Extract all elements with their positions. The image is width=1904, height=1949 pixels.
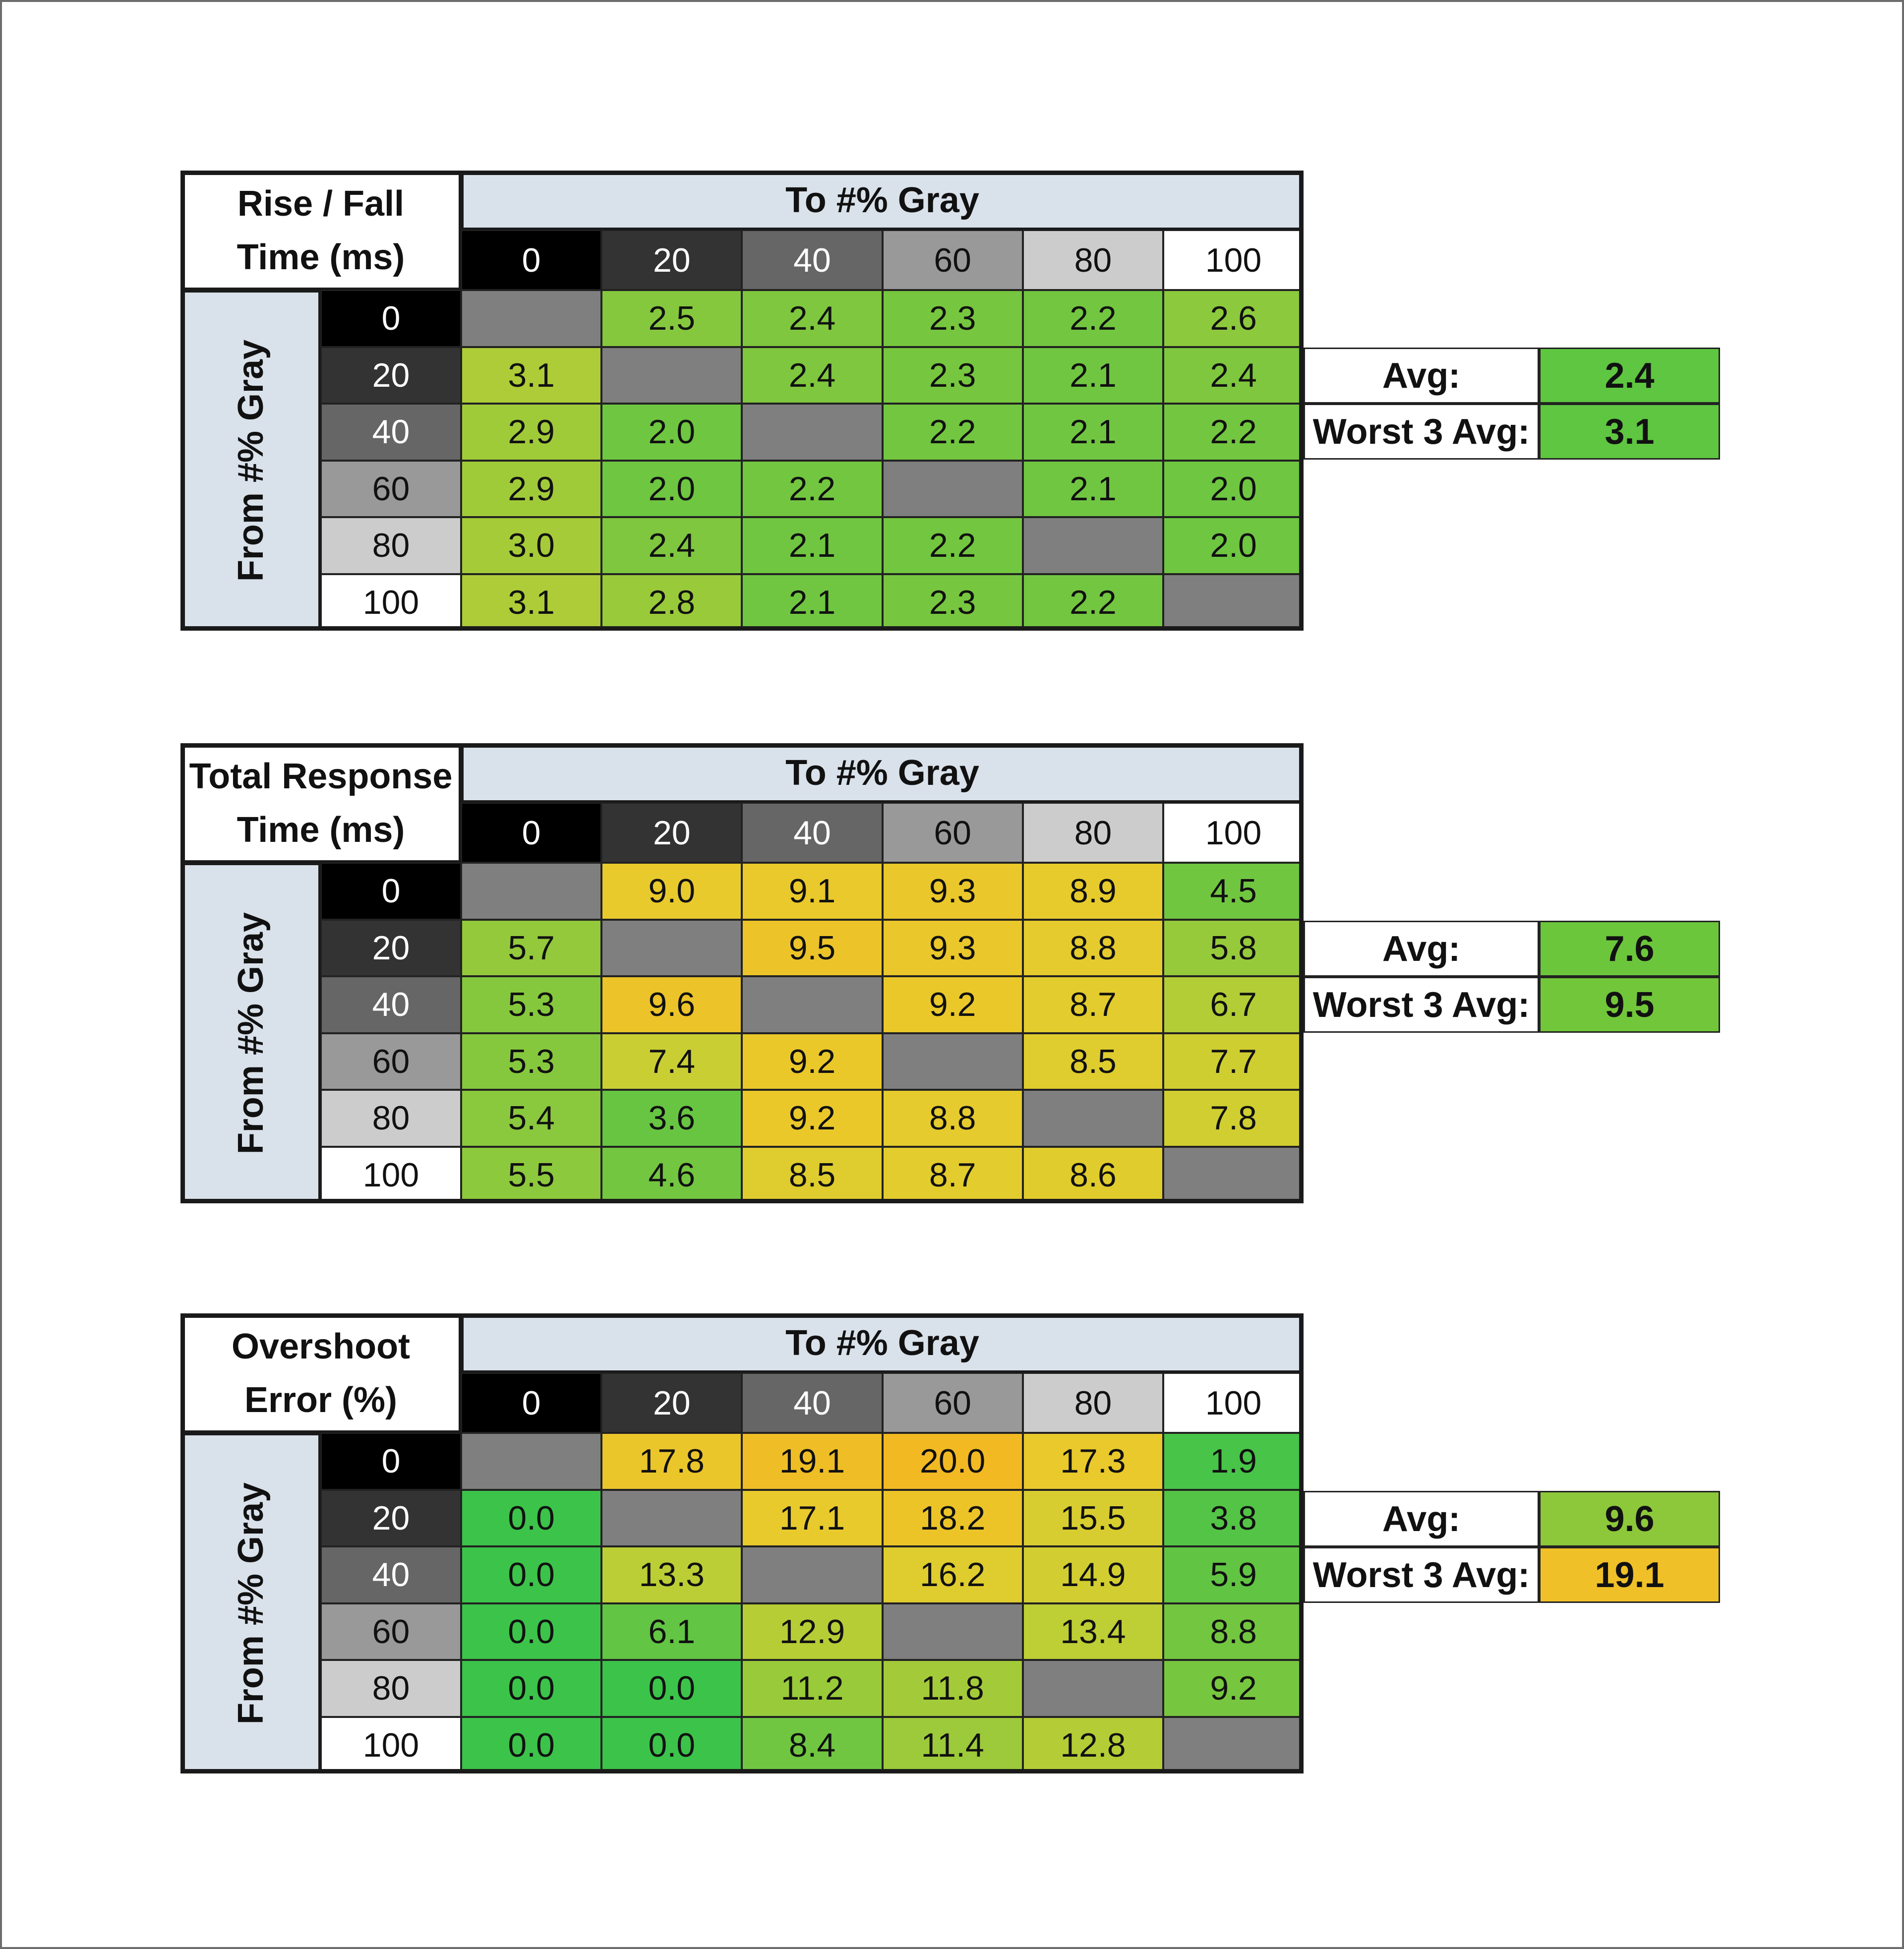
value-cell: 20.0 — [883, 1433, 1023, 1490]
to-level-80: 80 — [1023, 1373, 1163, 1433]
value-cell: 5.4 — [461, 1090, 601, 1147]
from-gray-header — [180, 1433, 321, 1773]
value-cell: 2.9 — [461, 404, 601, 461]
to-level-80: 80 — [1023, 803, 1163, 863]
value-cell: 0.0 — [461, 1490, 601, 1547]
diagonal-cell — [742, 1546, 882, 1603]
diagonal-cell — [601, 920, 742, 977]
diagonal-cell — [883, 1603, 1023, 1660]
to-gray-header: To #% Gray — [461, 171, 1304, 230]
value-cell: 8.7 — [1023, 976, 1163, 1033]
value-cell: 0.0 — [461, 1603, 601, 1660]
table-title-line-1: Total Response — [189, 756, 453, 796]
to-level-20: 20 — [601, 230, 742, 290]
value-cell: 7.8 — [1163, 1090, 1304, 1147]
value-cell: 9.5 — [742, 920, 882, 977]
from-level-100: 100 — [321, 1717, 461, 1774]
from-level-20: 20 — [321, 920, 461, 977]
value-cell: 2.1 — [1023, 404, 1163, 461]
value-cell: 2.8 — [601, 574, 742, 631]
value-cell: 8.4 — [742, 1717, 882, 1774]
value-cell: 2.2 — [1023, 574, 1163, 631]
overshoot-stats — [1304, 1491, 1720, 1603]
to-level-40: 40 — [742, 1373, 882, 1433]
diagonal-cell — [601, 347, 742, 404]
value-cell: 2.5 — [601, 290, 742, 347]
avg-value: 2.4 — [1539, 348, 1720, 404]
table-title-line-2: Time (ms) — [237, 237, 405, 277]
value-cell: 9.6 — [601, 976, 742, 1033]
value-cell: 5.5 — [461, 1147, 601, 1204]
value-cell: 0.0 — [461, 1717, 601, 1774]
value-cell: 9.2 — [1163, 1660, 1304, 1717]
value-cell: 2.0 — [1163, 517, 1304, 574]
worst-3-avg-label: Worst 3 Avg: — [1304, 977, 1539, 1033]
from-level-60: 60 — [321, 461, 461, 518]
table-title — [180, 743, 461, 863]
to-level-40: 40 — [742, 803, 882, 863]
value-cell: 7.4 — [601, 1033, 742, 1090]
from-gray-header — [180, 863, 321, 1203]
to-level-100: 100 — [1163, 1373, 1304, 1433]
table-title-line-2: Time (ms) — [237, 810, 405, 850]
value-cell: 2.2 — [1023, 290, 1163, 347]
to-level-20: 20 — [601, 1373, 742, 1433]
value-cell: 3.6 — [601, 1090, 742, 1147]
value-cell: 2.3 — [883, 290, 1023, 347]
value-cell: 0.0 — [601, 1717, 742, 1774]
worst-3-avg-label: Worst 3 Avg: — [1304, 1547, 1539, 1603]
diagonal-cell — [1023, 517, 1163, 574]
from-level-0: 0 — [321, 290, 461, 347]
value-cell: 2.4 — [742, 347, 882, 404]
diagonal-cell — [1163, 1147, 1304, 1204]
value-cell: 2.4 — [1163, 347, 1304, 404]
worst-3-avg-value: 3.1 — [1539, 404, 1720, 460]
diagonal-cell — [742, 404, 882, 461]
to-level-0: 0 — [461, 803, 601, 863]
to-level-60: 60 — [883, 803, 1023, 863]
diagonal-cell — [883, 1033, 1023, 1090]
value-cell: 14.9 — [1023, 1546, 1163, 1603]
table-title-line-2: Error (%) — [244, 1380, 398, 1420]
value-cell: 2.2 — [1163, 404, 1304, 461]
overshoot-table — [180, 1313, 1304, 1773]
value-cell: 2.1 — [742, 574, 882, 631]
value-cell: 2.0 — [601, 404, 742, 461]
from-level-40: 40 — [321, 976, 461, 1033]
value-cell: 8.8 — [1023, 920, 1163, 977]
table-title — [180, 171, 461, 290]
value-cell: 8.5 — [1023, 1033, 1163, 1090]
worst-3-avg-value: 19.1 — [1539, 1547, 1720, 1603]
value-cell: 8.8 — [1163, 1603, 1304, 1660]
value-cell: 2.2 — [883, 404, 1023, 461]
value-cell: 9.2 — [742, 1090, 882, 1147]
from-level-40: 40 — [321, 404, 461, 461]
value-cell: 12.8 — [1023, 1717, 1163, 1774]
value-cell: 18.2 — [883, 1490, 1023, 1547]
value-cell: 4.5 — [1163, 863, 1304, 920]
value-cell: 17.1 — [742, 1490, 882, 1547]
value-cell: 8.5 — [742, 1147, 882, 1204]
value-cell: 2.2 — [742, 461, 882, 518]
value-cell: 9.0 — [601, 863, 742, 920]
diagonal-cell — [461, 863, 601, 920]
value-cell: 2.1 — [742, 517, 882, 574]
from-level-100: 100 — [321, 1147, 461, 1204]
table-title-line-1: Rise / Fall — [237, 183, 405, 224]
from-gray-header-label: From #% Gray — [231, 912, 271, 1154]
to-level-100: 100 — [1163, 803, 1304, 863]
from-gray-header-label: From #% Gray — [231, 1482, 271, 1724]
value-cell: 5.3 — [461, 1033, 601, 1090]
value-cell: 0.0 — [461, 1546, 601, 1603]
value-cell: 2.0 — [601, 461, 742, 518]
value-cell: 8.6 — [1023, 1147, 1163, 1204]
value-cell: 5.3 — [461, 976, 601, 1033]
to-level-0: 0 — [461, 1373, 601, 1433]
value-cell: 8.9 — [1023, 863, 1163, 920]
value-cell: 17.8 — [601, 1433, 742, 1490]
value-cell: 2.6 — [1163, 290, 1304, 347]
value-cell: 17.3 — [1023, 1433, 1163, 1490]
to-gray-header: To #% Gray — [461, 743, 1304, 803]
from-level-80: 80 — [321, 1660, 461, 1717]
total-response-table — [180, 743, 1304, 1203]
from-level-60: 60 — [321, 1603, 461, 1660]
value-cell: 0.0 — [601, 1660, 742, 1717]
rise-fall-table — [180, 171, 1304, 631]
value-cell: 1.9 — [1163, 1433, 1304, 1490]
value-cell: 2.9 — [461, 461, 601, 518]
value-cell: 2.4 — [742, 290, 882, 347]
value-cell: 5.9 — [1163, 1546, 1304, 1603]
value-cell: 9.1 — [742, 863, 882, 920]
value-cell: 6.1 — [601, 1603, 742, 1660]
to-level-80: 80 — [1023, 230, 1163, 290]
value-cell: 8.8 — [883, 1090, 1023, 1147]
value-cell: 5.8 — [1163, 920, 1304, 977]
from-gray-header — [180, 290, 321, 631]
value-cell: 2.3 — [883, 347, 1023, 404]
to-level-0: 0 — [461, 230, 601, 290]
value-cell: 3.8 — [1163, 1490, 1304, 1547]
to-level-100: 100 — [1163, 230, 1304, 290]
value-cell: 13.3 — [601, 1546, 742, 1603]
to-level-40: 40 — [742, 230, 882, 290]
from-level-0: 0 — [321, 863, 461, 920]
table-title — [180, 1313, 461, 1433]
value-cell: 2.1 — [1023, 461, 1163, 518]
from-level-80: 80 — [321, 1090, 461, 1147]
diagonal-cell — [601, 1490, 742, 1547]
from-gray-header-label: From #% Gray — [231, 339, 271, 582]
value-cell: 2.3 — [883, 574, 1023, 631]
diagonal-cell — [1163, 574, 1304, 631]
value-cell: 11.8 — [883, 1660, 1023, 1717]
diagonal-cell — [742, 976, 882, 1033]
avg-value: 9.6 — [1539, 1491, 1720, 1547]
diagonal-cell — [883, 461, 1023, 518]
diagonal-cell — [1023, 1090, 1163, 1147]
from-level-20: 20 — [321, 1490, 461, 1547]
value-cell: 3.1 — [461, 347, 601, 404]
worst-3-avg-label: Worst 3 Avg: — [1304, 404, 1539, 460]
from-level-100: 100 — [321, 574, 461, 631]
value-cell: 2.1 — [1023, 347, 1163, 404]
value-cell: 3.0 — [461, 517, 601, 574]
from-level-20: 20 — [321, 347, 461, 404]
to-level-60: 60 — [883, 230, 1023, 290]
from-level-40: 40 — [321, 1546, 461, 1603]
value-cell: 2.0 — [1163, 461, 1304, 518]
value-cell: 4.6 — [601, 1147, 742, 1204]
value-cell: 9.2 — [883, 976, 1023, 1033]
value-cell: 8.7 — [883, 1147, 1023, 1204]
from-level-60: 60 — [321, 1033, 461, 1090]
value-cell: 11.2 — [742, 1660, 882, 1717]
table-title-line-1: Overshoot — [231, 1326, 411, 1366]
rise-fall-stats — [1304, 348, 1720, 460]
worst-3-avg-value: 9.5 — [1539, 977, 1720, 1033]
value-cell: 12.9 — [742, 1603, 882, 1660]
to-level-20: 20 — [601, 803, 742, 863]
from-level-0: 0 — [321, 1433, 461, 1490]
avg-value: 7.6 — [1539, 921, 1720, 977]
value-cell: 6.7 — [1163, 976, 1304, 1033]
value-cell: 11.4 — [883, 1717, 1023, 1774]
from-level-80: 80 — [321, 517, 461, 574]
diagonal-cell — [1023, 1660, 1163, 1717]
value-cell: 3.1 — [461, 574, 601, 631]
value-cell: 19.1 — [742, 1433, 882, 1490]
value-cell: 5.7 — [461, 920, 601, 977]
avg-label: Avg: — [1304, 348, 1539, 404]
diagonal-cell — [461, 290, 601, 347]
value-cell: 0.0 — [461, 1660, 601, 1717]
to-gray-header: To #% Gray — [461, 1313, 1304, 1373]
diagonal-cell — [461, 1433, 601, 1490]
value-cell: 9.3 — [883, 920, 1023, 977]
value-cell: 9.2 — [742, 1033, 882, 1090]
value-cell: 13.4 — [1023, 1603, 1163, 1660]
value-cell: 9.3 — [883, 863, 1023, 920]
value-cell: 16.2 — [883, 1546, 1023, 1603]
total-response-stats — [1304, 921, 1720, 1033]
avg-label: Avg: — [1304, 1491, 1539, 1547]
value-cell: 15.5 — [1023, 1490, 1163, 1547]
diagonal-cell — [1163, 1717, 1304, 1774]
value-cell: 2.4 — [601, 517, 742, 574]
value-cell: 7.7 — [1163, 1033, 1304, 1090]
value-cell: 2.2 — [883, 517, 1023, 574]
to-level-60: 60 — [883, 1373, 1023, 1433]
avg-label: Avg: — [1304, 921, 1539, 977]
